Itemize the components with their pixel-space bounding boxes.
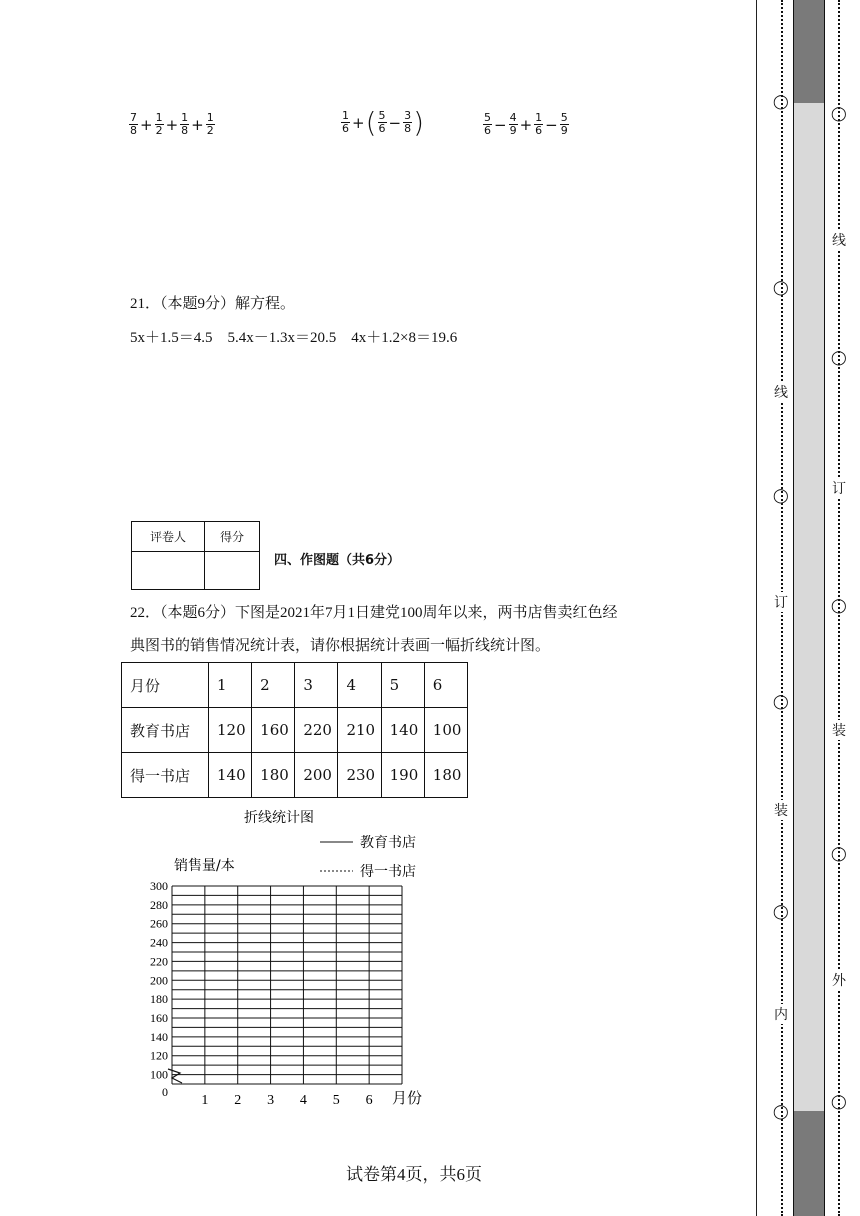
y-tick-label: 0 xyxy=(162,1085,168,1099)
fraction: $\frac{1}{8}$ xyxy=(181,111,189,137)
axis-break-icon xyxy=(168,1069,182,1083)
inner-binding-char: 装 xyxy=(832,720,846,740)
y-tick-label: 300 xyxy=(150,879,168,893)
table-cell: 140 xyxy=(209,753,252,798)
y-axis-ticks xyxy=(150,879,168,1099)
outer-hole-mark: ◯ xyxy=(773,694,789,710)
outer-binding-char: 线 xyxy=(774,382,788,402)
outer-hole-mark: ◯ xyxy=(773,94,789,110)
fraction: $\frac{7}{8}$ xyxy=(130,111,137,137)
sales-table xyxy=(121,662,468,798)
grader-label: 评卷人 xyxy=(132,522,205,552)
outer-binding-char: 装 xyxy=(774,800,788,820)
table-cell: 230 xyxy=(338,753,381,798)
table-cell: 160 xyxy=(252,708,295,753)
table-cell: 210 xyxy=(338,708,381,753)
inner-hole-mark: ◯ xyxy=(831,1094,847,1110)
table-cell: 200 xyxy=(295,753,338,798)
chart-grid xyxy=(172,886,402,1084)
table-cell: 2 xyxy=(252,663,295,708)
line-chart xyxy=(120,800,460,1120)
chart-title: 折线统计图 xyxy=(244,810,314,826)
legend-label-1: 教育书店 xyxy=(360,835,416,851)
x-tick-label: 1 xyxy=(201,1093,209,1108)
score-input-cell[interactable] xyxy=(205,552,260,590)
binding-border-left xyxy=(756,0,757,1216)
x-tick-label: 4 xyxy=(299,1093,307,1108)
table-row xyxy=(122,708,468,753)
y-tick-label: 180 xyxy=(150,992,168,1007)
binding-margin xyxy=(756,0,860,1216)
fraction: $\frac{1}{6}$ xyxy=(535,111,543,137)
question-21-title: 21．（本题9分）解方程。 xyxy=(130,296,296,312)
page-footer: 试卷第4页，共6页 xyxy=(346,1165,482,1184)
table-cell: 220 xyxy=(295,708,338,753)
table-cell: 得一书店 xyxy=(122,753,209,798)
section-4-title: 四、作图题（共6分） xyxy=(274,553,401,568)
binding-gray-band xyxy=(793,0,825,1216)
y-tick-label: 100 xyxy=(150,1067,168,1082)
question-21-equations: 5x＋1.5＝4.5 5.4x－1.3x＝20.5 4x＋1.2×8＝19.6 xyxy=(130,330,458,346)
table-cell: 3 xyxy=(295,663,338,708)
fraction: $\frac{3}{8}$ xyxy=(404,109,412,135)
table-cell: 190 xyxy=(381,753,424,798)
question-22-line-2: 典图书的销售情况统计表，请你根据统计表画一幅折线统计图。 xyxy=(130,638,551,654)
fraction: $\frac{4}{9}$ xyxy=(509,111,517,137)
fraction: $\frac{5}{6}$ xyxy=(484,111,491,137)
outer-hole-mark: ◯ xyxy=(773,488,789,504)
table-header-row xyxy=(122,663,468,708)
fraction: $\frac{1}{2}$ xyxy=(206,111,214,137)
fraction: $\frac{1}{6}$ xyxy=(342,109,349,135)
x-axis-label: 月份 xyxy=(392,1089,423,1107)
y-tick-label: 160 xyxy=(150,1011,168,1025)
arith-expression-3: $\frac{5}{6}$ − $\frac{4}{9}$ + $\frac{1}{6}$ − $\frac{5}{9}$ xyxy=(484,111,568,137)
outer-hole-mark: ◯ xyxy=(773,904,789,920)
binding-dark-block-top xyxy=(793,0,825,103)
outer-hole-mark: ◯ xyxy=(773,280,789,296)
arith-expression-1: $\frac{7}{8}$ + $\frac{1}{2}$ + $\frac{1}{8}$ + $\frac{1}{2}$ xyxy=(130,111,214,137)
inner-hole-mark: ◯ xyxy=(831,846,847,862)
chart-legend xyxy=(320,834,416,880)
y-tick-label: 140 xyxy=(150,1029,168,1044)
score-label: 得分 xyxy=(205,522,260,552)
fraction: $\frac{5}{9}$ xyxy=(560,111,568,137)
y-tick-label: 120 xyxy=(150,1048,168,1063)
table-cell: 4 xyxy=(338,663,381,708)
fraction: $\frac{1}{2}$ xyxy=(155,111,163,137)
x-axis-ticks xyxy=(201,1093,372,1108)
score-box xyxy=(131,521,260,590)
y-tick-label: 280 xyxy=(150,897,168,912)
table-cell: 140 xyxy=(381,708,424,753)
table-cell: 教育书店 xyxy=(122,708,209,753)
fraction: $\frac{5}{6}$ xyxy=(378,109,386,135)
outer-hole-mark: ◯ xyxy=(773,1104,789,1120)
table-cell: 120 xyxy=(209,708,252,753)
x-tick-label: 2 xyxy=(234,1093,242,1108)
y-tick-label: 200 xyxy=(150,973,168,988)
inner-binding-char: 外 xyxy=(832,970,846,990)
x-tick-label: 6 xyxy=(365,1093,373,1108)
outer-binding-char: 内 xyxy=(774,1004,788,1024)
x-tick-label: 3 xyxy=(267,1093,275,1108)
table-cell: 月份 xyxy=(122,663,209,708)
grader-input-cell[interactable] xyxy=(132,552,205,590)
table-cell: 100 xyxy=(424,708,467,753)
table-cell: 5 xyxy=(381,663,424,708)
y-tick-label: 240 xyxy=(150,935,168,950)
outer-binding-char: 订 xyxy=(774,592,788,612)
x-tick-label: 5 xyxy=(332,1093,340,1108)
legend-label-2: 得一书店 xyxy=(360,864,416,880)
table-cell: 6 xyxy=(424,663,467,708)
y-tick-label: 220 xyxy=(150,954,168,969)
binding-dark-block-bottom xyxy=(793,1111,825,1216)
inner-binding-char: 线 xyxy=(832,230,846,250)
y-axis-label: 销售量/本 xyxy=(174,858,235,874)
inner-hole-mark: ◯ xyxy=(831,106,847,122)
question-22-line-1: 22．（本题6分）下图是2021年7月1日建党100周年以来，两书店售卖红色经 xyxy=(130,605,618,621)
table-cell: 1 xyxy=(209,663,252,708)
inner-hole-mark: ◯ xyxy=(831,598,847,614)
arith-expression-2: $\frac{1}{6}$ +( $\frac{5}{6}$ − $\frac{3}{8}$ ) xyxy=(342,106,425,139)
table-row xyxy=(122,753,468,798)
inner-binding-char: 订 xyxy=(832,478,846,498)
inner-hole-mark: ◯ xyxy=(831,350,847,366)
table-cell: 180 xyxy=(424,753,467,798)
table-cell: 180 xyxy=(252,753,295,798)
y-tick-label: 260 xyxy=(150,916,168,931)
